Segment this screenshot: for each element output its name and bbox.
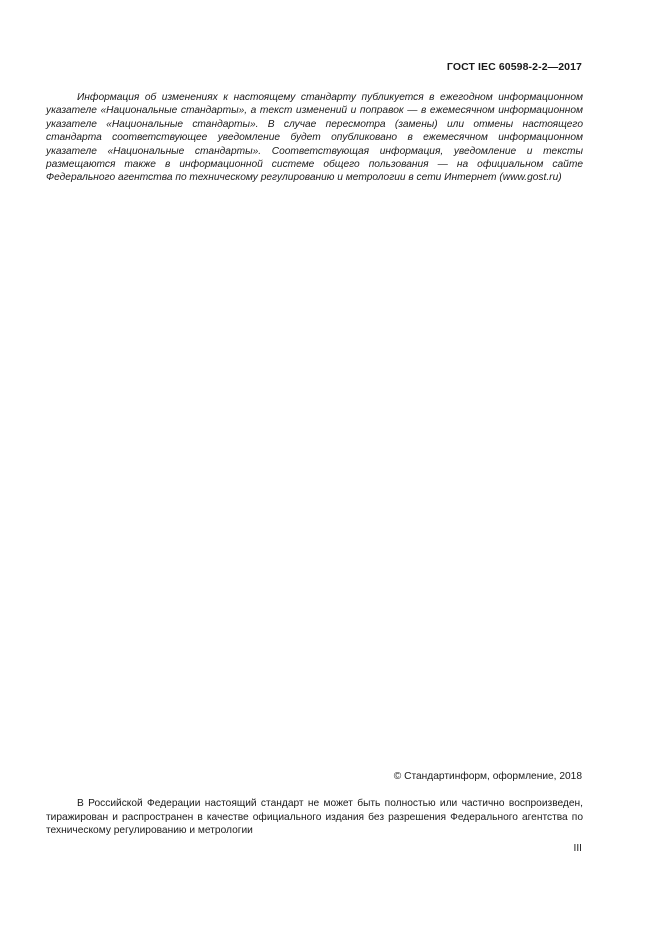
amendments-notice-paragraph: Информация об изменениях к настоящему стандарту публикуется в ежегодном информационном указателе «Национальные стандарты», а текст изменений и поправок — в ежемесячном информационном указателе «Национальные стандарты». В случае пересмотра (замены) или отмены настоящего стандарта соответствующее уведомление будет опубликовано в ежемесячном информационном указателе «Национальные стандарты». Соответствующая информация, уведомление и тексты размещаются также в информационной системе общего пользования — на официальном сайте Федерального агентства по техническому регулированию и метрологии в сети Интернет (www.gost.ru) <box>46 92 583 184</box>
page-number: III <box>573 843 582 854</box>
standard-code-header: ГОСТ IEC 60598-2-2—2017 <box>446 61 582 73</box>
reproduction-restriction-paragraph: В Российской Федерации настоящий стандарт не может быть полностью или частично воспроизведен, тиражирован и распространен в качестве официального издания без разрешения Федерального агентства по техническому регулированию и метрологии <box>46 798 583 837</box>
copyright-notice: © Стандартинформ, оформление, 2018 <box>393 771 582 782</box>
